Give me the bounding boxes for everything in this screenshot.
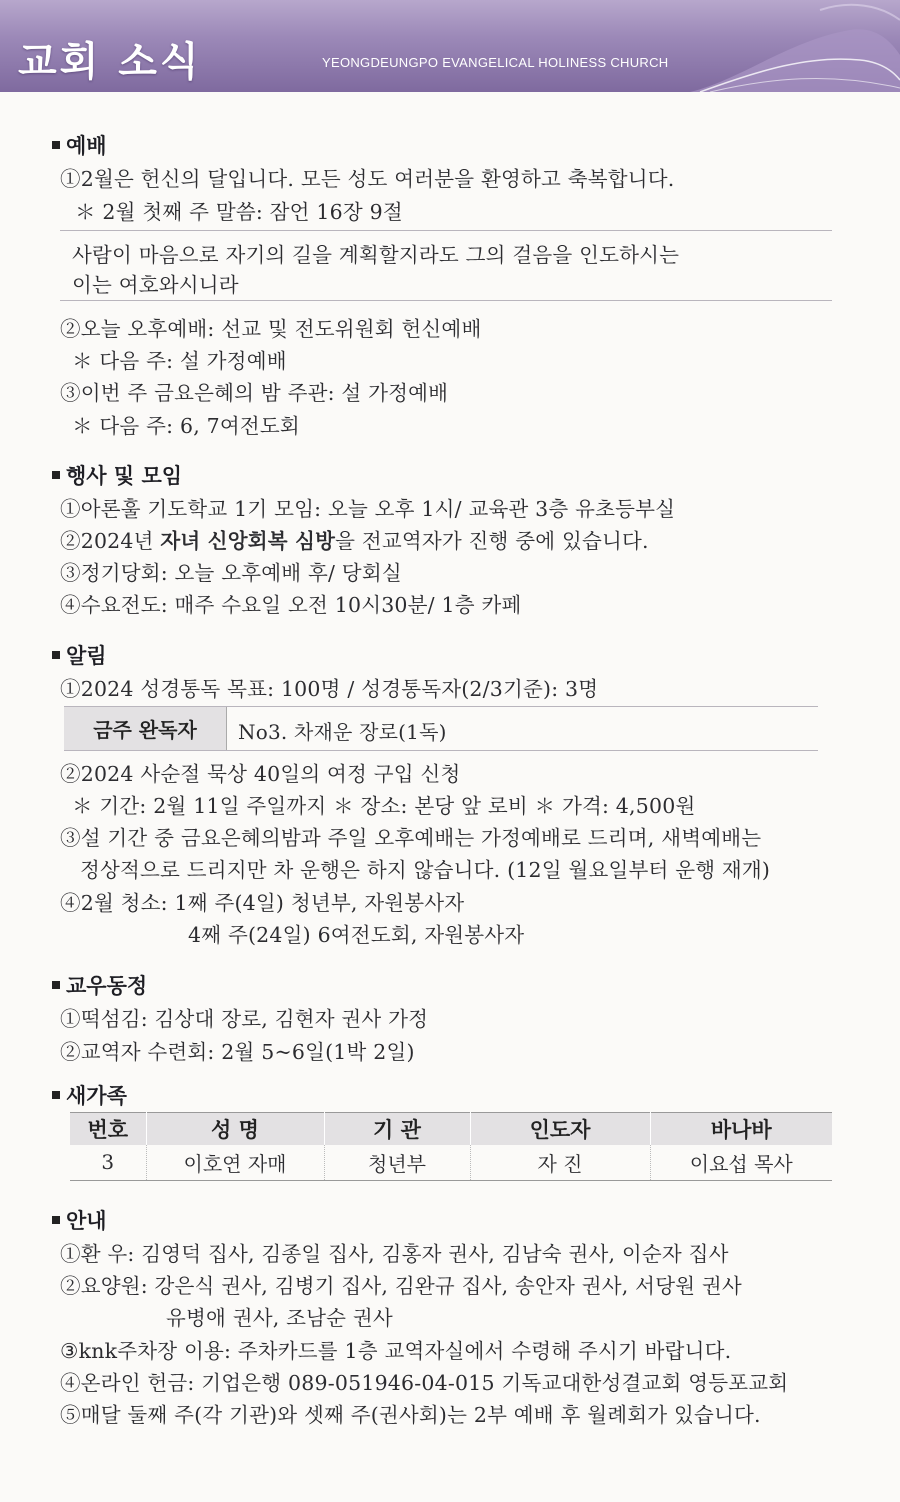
worship-line-4: ③이번 주 금요은혜의 밤 주관: 설 가정예배 bbox=[60, 381, 449, 405]
events-line-2: ②2024년 자녀 신앙회복 심방을 전교역자가 진행 중에 있습니다. bbox=[60, 529, 649, 553]
section-heading-newfamily: 새가족 bbox=[52, 1080, 127, 1110]
notice-line-5: 정상적으로 드리지만 차 운행은 하지 않습니다. (12일 월요일부터 운행 재개) bbox=[80, 858, 771, 882]
bullet-square-icon bbox=[52, 141, 60, 149]
events-line-1: ①아론훌 기도학교 1기 모임: 오늘 오후 1시/ 교육관 3층 유초등부실 bbox=[60, 497, 676, 521]
table-cell: 이호연 자매 bbox=[146, 1145, 324, 1181]
bullet-square-icon bbox=[52, 651, 60, 659]
bullet-square-icon bbox=[52, 471, 60, 479]
bullet-square-icon bbox=[52, 1216, 60, 1224]
table-cell: 3 bbox=[70, 1145, 146, 1181]
members-line-1: ①떡섬김: 김상대 장로, 김현자 권사 가정 bbox=[60, 1007, 429, 1031]
table-row bbox=[70, 1145, 832, 1181]
divider bbox=[60, 230, 832, 231]
events-line-3: ③정기당회: 오늘 오후예배 후/ 당회실 bbox=[60, 561, 402, 585]
header-banner bbox=[0, 0, 900, 92]
guide-line-1: ①환 우: 김영덕 집사, 김종일 집사, 김홍자 권사, 김남숙 권사, 이순자 집사 bbox=[60, 1242, 729, 1266]
notice-line-3: ＊ 기간: 2월 11일 주일까지 ＊ 장소: 본당 앞 로비 ＊ 가격: 4,500원 bbox=[72, 794, 696, 818]
events-line-4: ④수요전도: 매주 수요일 오전 10시30분/ 1층 카페 bbox=[60, 593, 522, 617]
notice-line-7: 4째 주(24일) 6여전도회, 자원봉사자 bbox=[188, 923, 525, 947]
reader-value: No3. 차재운 장로(1독) bbox=[238, 720, 447, 744]
column-header: 성 명 bbox=[146, 1113, 324, 1145]
notice-line-2: ②2024 사순절 묵상 40일의 여정 구입 신청 bbox=[60, 762, 461, 786]
guide-line-5: ④온라인 헌금: 기업은행 089-051946-04-015 기독교대한성결교회 영등포교회 bbox=[60, 1371, 789, 1395]
guide-line-4: ③knk주차장 이용: 주차카드를 1층 교역자실에서 수령해 주시기 바랍니다. bbox=[60, 1339, 732, 1363]
guide-line-3: 유병애 권사, 조남순 권사 bbox=[166, 1306, 393, 1330]
section-heading-events: 행사 및 모임 bbox=[52, 460, 182, 490]
section-heading-worship: 예배 bbox=[52, 130, 107, 160]
divider bbox=[60, 300, 832, 301]
notice-line-1: ①2024 성경통독 목표: 100명 / 성경통독자(2/3기준): 3명 bbox=[60, 677, 599, 701]
verse-line-2: 이는 여호와시니라 bbox=[72, 273, 239, 297]
verse-line-1: 사람이 마음으로 자기의 길을 계획할지라도 그의 걸음을 인도하시는 bbox=[72, 243, 680, 267]
reader-label: 금주 완독자 bbox=[64, 707, 227, 750]
section-heading-notice: 알림 bbox=[52, 640, 107, 670]
bullet-square-icon bbox=[52, 981, 60, 989]
worship-line-5: ＊ 다음 주: 6, 7여전도회 bbox=[72, 414, 300, 438]
column-header: 바나바 bbox=[650, 1113, 832, 1145]
newfamily-table bbox=[70, 1112, 832, 1181]
column-header: 인도자 bbox=[470, 1113, 650, 1145]
bullet-square-icon bbox=[52, 1091, 60, 1099]
table-cell: 이요섭 목사 bbox=[650, 1145, 832, 1181]
notice-line-4: ③설 기간 중 금요은혜의밤과 주일 오후예배는 가정예배로 드리며, 새벽예배는 bbox=[60, 826, 762, 850]
table-cell: 청년부 bbox=[324, 1145, 470, 1181]
section-heading-members: 교우동정 bbox=[52, 970, 147, 1000]
worship-line-2: ②오늘 오후예배: 선교 및 전도위원회 헌신예배 bbox=[60, 317, 482, 341]
guide-line-6: ⑤매달 둘째 주(각 기관)와 셋째 주(권사회)는 2부 예배 후 월례회가 있습니다. bbox=[60, 1403, 761, 1427]
section-heading-guide: 안내 bbox=[52, 1205, 107, 1235]
worship-line-3: ＊ 다음 주: 설 가정예배 bbox=[72, 349, 287, 373]
members-line-2: ②교역자 수련회: 2월 5~6일(1박 2일) bbox=[60, 1040, 415, 1064]
table-header-row bbox=[70, 1113, 832, 1145]
column-header: 번호 bbox=[70, 1113, 146, 1145]
page-title: 교회 소식 bbox=[18, 39, 202, 85]
church-name: YEONGDEUNGPO EVANGELICAL HOLINESS CHURCH bbox=[322, 55, 669, 70]
table-cell: 자 진 bbox=[470, 1145, 650, 1181]
notice-line-6: ④2월 청소: 1째 주(4일) 청년부, 자원봉사자 bbox=[60, 891, 465, 915]
worship-line-1: ①2월은 헌신의 달입니다. 모든 성도 여러분을 환영하고 축복합니다. bbox=[60, 167, 675, 191]
guide-line-2: ②요양원: 강은식 권사, 김병기 집사, 김완규 집사, 송안자 권사, 서당원 권사 bbox=[60, 1274, 742, 1298]
worship-sermon: ＊ 2월 첫째 주 말씀: 잠언 16장 9절 bbox=[75, 200, 403, 224]
column-header: 기 관 bbox=[324, 1113, 470, 1145]
divider bbox=[64, 750, 818, 751]
